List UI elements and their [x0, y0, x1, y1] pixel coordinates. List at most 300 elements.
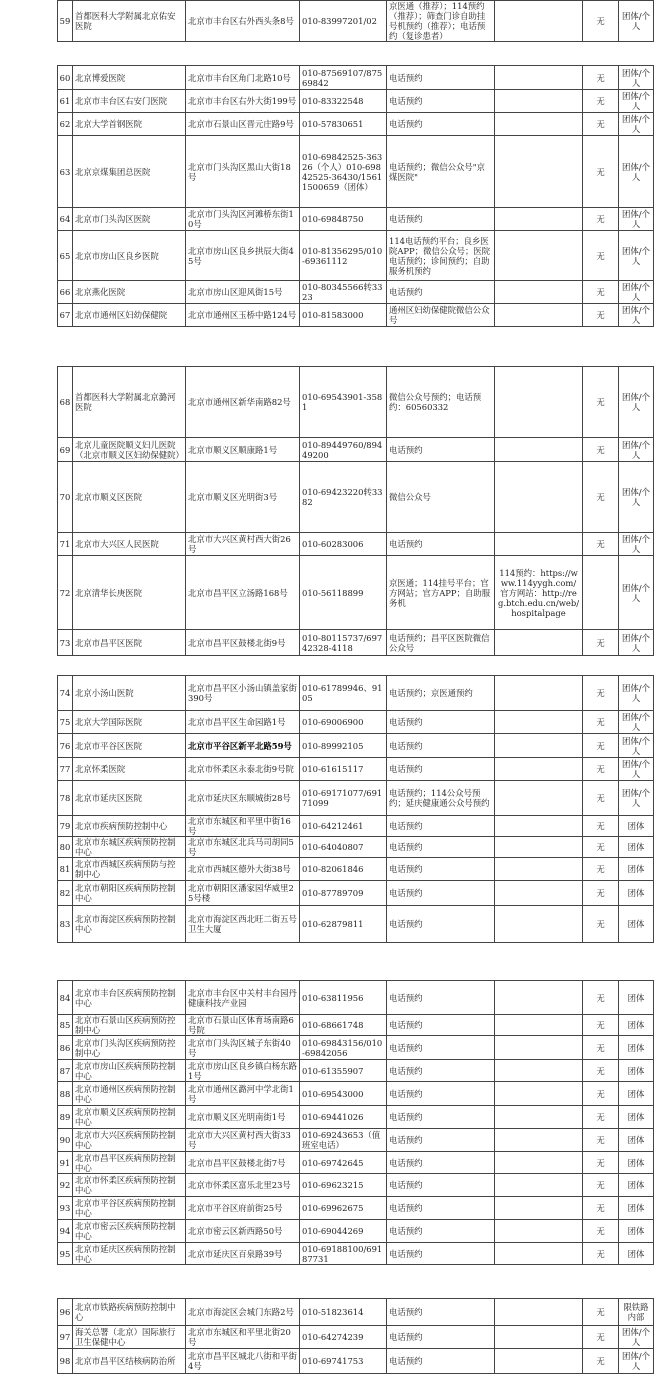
fee-cell: 无 — [583, 816, 619, 837]
table-row — [58, 1326, 654, 1349]
fee-cell: 无 — [583, 1243, 619, 1265]
institution-table — [57, 0, 654, 42]
unit-name-cell: 北京市平谷区疾病预防控制中心 — [73, 1197, 186, 1220]
fee-cell: 无 — [583, 136, 619, 208]
booking-method-cell: 电话预约 — [387, 837, 495, 858]
service-scope-cell: 团体/个人 — [619, 1349, 654, 1374]
table-row — [58, 1174, 654, 1197]
phone-cell: 010-64274239 — [300, 1326, 387, 1349]
fee-cell: 无 — [583, 1299, 619, 1326]
booking-note-cell — [495, 711, 583, 734]
address-cell: 北京市怀柔区永泰北街9号院 — [186, 758, 300, 781]
unit-name-cell: 北京市疾病预防控制中心 — [73, 816, 186, 837]
booking-note-cell — [495, 438, 583, 462]
booking-method-cell: 电话预约 — [387, 1015, 495, 1036]
phone-cell: 010-81356295/010-69361112 — [300, 231, 387, 281]
fee-cell: 无 — [583, 676, 619, 711]
unit-name-cell: 北京小汤山医院 — [73, 676, 186, 711]
unit-name-cell: 首都医科大学附属北京佑安医院 — [73, 1, 186, 42]
address-cell: 北京市西城区德外大街38号 — [186, 858, 300, 881]
table-segment — [57, 675, 650, 943]
booking-method-cell: 电话预约 — [387, 113, 495, 136]
phone-cell: 010-64040807 — [300, 837, 387, 858]
address-cell: 北京市顺义区光明南街1号 — [186, 1106, 300, 1129]
phone-cell: 010-69623215 — [300, 1174, 387, 1197]
booking-note-cell — [495, 734, 583, 758]
fee-cell: 无 — [583, 1129, 619, 1152]
service-scope-cell: 团体/个人 — [619, 304, 654, 327]
phone-cell: 010-69843156/010-69842056 — [300, 1036, 387, 1060]
table-row — [58, 1220, 654, 1243]
row-number-cell: 80 — [58, 837, 73, 858]
booking-note-cell — [495, 630, 583, 656]
fee-cell: 无 — [583, 630, 619, 656]
table-row — [58, 906, 654, 943]
row-number-cell: 72 — [58, 556, 73, 630]
phone-cell: 010-80115737/69742328-4118 — [300, 630, 387, 656]
fee-cell: 无 — [583, 711, 619, 734]
unit-name-cell: 海关总署（北京）国际旅行卫生保健中心 — [73, 1326, 186, 1349]
table-row — [58, 1129, 654, 1152]
row-number-cell: 78 — [58, 781, 73, 816]
address-cell: 北京市房山区迎风街15号 — [186, 281, 300, 304]
unit-name-cell: 北京市朝阳区疾病预防控制中心 — [73, 881, 186, 906]
service-scope-cell: 团体/个人 — [619, 66, 654, 90]
table-row — [58, 734, 654, 758]
row-number-cell: 92 — [58, 1174, 73, 1197]
booking-note-cell — [495, 1220, 583, 1243]
row-number-cell: 94 — [58, 1220, 73, 1243]
table-segment — [57, 65, 650, 327]
booking-method-cell: 电话预约 — [387, 281, 495, 304]
row-number-cell: 81 — [58, 858, 73, 881]
phone-cell: 010-51823614 — [300, 1299, 387, 1326]
booking-method-cell: 微信公众号预约；电话预约：60560332 — [387, 367, 495, 438]
fee-cell: 无 — [583, 734, 619, 758]
booking-note-cell — [495, 906, 583, 943]
booking-method-cell: 电话预约；114公众号预约；延庆健康通公众号预约 — [387, 781, 495, 816]
address-cell: 北京市石景山区体育场南路6号院 — [186, 1015, 300, 1036]
fee-cell: 无 — [583, 367, 619, 438]
row-number-cell: 68 — [58, 367, 73, 438]
unit-name-cell: 北京博爱医院 — [73, 66, 186, 90]
service-scope-cell: 团体/个人 — [619, 281, 654, 304]
booking-method-cell: 电话预约；微信公众号"京煤医院" — [387, 136, 495, 208]
fee-cell: 无 — [583, 90, 619, 113]
service-scope-cell: 团体/个人 — [619, 711, 654, 734]
row-number-cell: 86 — [58, 1036, 73, 1060]
address-cell: 北京市门头沟区城子东街40号 — [186, 1036, 300, 1060]
booking-method-cell: 电话预约 — [387, 981, 495, 1015]
service-scope-cell: 团体/个人 — [619, 1326, 654, 1349]
phone-cell: 010-69962675 — [300, 1197, 387, 1220]
booking-method-cell: 电话预约 — [387, 1349, 495, 1374]
fee-cell: 无 — [583, 231, 619, 281]
unit-name-cell: 北京燕化医院 — [73, 281, 186, 304]
address-cell: 北京市延庆区东顺城街28号 — [186, 781, 300, 816]
table-row — [58, 231, 654, 281]
fee-cell: 无 — [583, 533, 619, 556]
booking-note-cell — [495, 1326, 583, 1349]
service-scope-cell: 团体/个人 — [619, 533, 654, 556]
booking-note-cell — [495, 837, 583, 858]
booking-note-cell — [495, 1174, 583, 1197]
service-scope-cell: 团体/个人 — [619, 231, 654, 281]
phone-cell: 010-80345566转3323 — [300, 281, 387, 304]
fee-cell: 无 — [583, 906, 619, 943]
address-cell: 北京市丰台区右外西头条8号 — [186, 1, 300, 42]
table-row — [58, 816, 654, 837]
phone-cell: 010-83997201/02 — [300, 1, 387, 42]
phone-cell: 010-69243653（值班室电话） — [300, 1129, 387, 1152]
table-row — [58, 1243, 654, 1265]
booking-note-cell — [495, 1129, 583, 1152]
phone-cell: 010-69044269 — [300, 1220, 387, 1243]
booking-note-cell — [495, 1060, 583, 1082]
booking-note-cell — [495, 1152, 583, 1174]
fee-cell: 无 — [583, 1060, 619, 1082]
address-cell: 北京市东城区和平里中街16号 — [186, 816, 300, 837]
unit-name-cell: 北京市门头沟区疾病预防控制中心 — [73, 1036, 186, 1060]
address-cell: 北京市丰台区角门北路10号 — [186, 66, 300, 90]
fee-cell: 无 — [583, 1220, 619, 1243]
fee-cell: 无 — [583, 881, 619, 906]
booking-note-cell — [495, 781, 583, 816]
booking-method-cell: 电话预约 — [387, 438, 495, 462]
table-segment — [57, 366, 650, 656]
service-scope-cell: 团体 — [619, 1197, 654, 1220]
booking-note-cell — [495, 1036, 583, 1060]
unit-name-cell: 北京市丰台区右安门医院 — [73, 90, 186, 113]
phone-cell: 010-87789709 — [300, 881, 387, 906]
address-cell: 北京市大兴区黄村西大街26号 — [186, 533, 300, 556]
address-cell: 北京市昌平区小汤山镇盖家街390号 — [186, 676, 300, 711]
phone-cell: 010-69848750 — [300, 208, 387, 231]
booking-note-cell — [495, 1349, 583, 1374]
table-row — [58, 1015, 654, 1036]
booking-method-cell: 电话预约 — [387, 1243, 495, 1265]
booking-method-cell: 电话预约 — [387, 906, 495, 943]
row-number-cell: 64 — [58, 208, 73, 231]
service-scope-cell: 团体/个人 — [619, 438, 654, 462]
booking-method-cell: 电话预约 — [387, 734, 495, 758]
booking-method-cell: 电话预约 — [387, 1036, 495, 1060]
institution-table — [57, 675, 654, 943]
booking-note-cell — [495, 1299, 583, 1326]
table-row — [58, 66, 654, 90]
service-scope-cell: 团体/个人 — [619, 462, 654, 533]
fee-cell: 无 — [583, 304, 619, 327]
unit-name-cell: 北京大学首钢医院 — [73, 113, 186, 136]
fee-cell: 无 — [583, 462, 619, 533]
booking-note-cell — [495, 1015, 583, 1036]
phone-cell: 010-61789946、9105 — [300, 676, 387, 711]
service-scope-cell: 团体 — [619, 837, 654, 858]
phone-cell: 010-69006900 — [300, 711, 387, 734]
unit-name-cell: 北京市延庆区医院 — [73, 781, 186, 816]
booking-method-cell: 电话预约 — [387, 1060, 495, 1082]
booking-note-cell — [495, 208, 583, 231]
unit-name-cell: 北京怀柔医院 — [73, 758, 186, 781]
fee-cell: 无 — [583, 281, 619, 304]
address-cell: 北京市石景山区晋元庄路9号 — [186, 113, 300, 136]
row-number-cell: 89 — [58, 1106, 73, 1129]
booking-note-cell — [495, 113, 583, 136]
booking-method-cell: 电话预约 — [387, 533, 495, 556]
phone-cell: 010-63811956 — [300, 981, 387, 1015]
table-segment — [57, 1298, 650, 1374]
booking-method-cell: 电话预约 — [387, 1174, 495, 1197]
phone-cell: 010-83322548 — [300, 90, 387, 113]
table-row — [58, 676, 654, 711]
service-scope-cell: 团体 — [619, 1036, 654, 1060]
address-cell: 北京市平谷区府前街25号 — [186, 1197, 300, 1220]
booking-method-cell: 电话预约 — [387, 858, 495, 881]
unit-name-cell: 北京市昌平区医院 — [73, 630, 186, 656]
row-number-cell: 93 — [58, 1197, 73, 1220]
fee-cell: 无 — [583, 113, 619, 136]
table-row — [58, 462, 654, 533]
service-scope-cell: 团体/个人 — [619, 676, 654, 711]
phone-cell: 010-69441026 — [300, 1106, 387, 1129]
booking-note-cell — [495, 1243, 583, 1265]
row-number-cell: 71 — [58, 533, 73, 556]
address-cell: 北京市丰台区右外大街199号 — [186, 90, 300, 113]
row-number-cell: 83 — [58, 906, 73, 943]
address-cell: 北京市丰台区中关村丰台园丹健康科技产业园 — [186, 981, 300, 1015]
address-cell: 北京市顺义区光明街3号 — [186, 462, 300, 533]
table-row — [58, 1197, 654, 1220]
fee-cell: 无 — [583, 1349, 619, 1374]
unit-name-cell: 北京京煤集团总医院 — [73, 136, 186, 208]
row-number-cell: 67 — [58, 304, 73, 327]
service-scope-cell: 团体/个人 — [619, 781, 654, 816]
fee-cell — [583, 556, 619, 630]
service-scope-cell: 团体 — [619, 1082, 654, 1106]
table-row — [58, 90, 654, 113]
unit-name-cell: 北京市大兴区人民医院 — [73, 533, 186, 556]
phone-cell: 010-64212461 — [300, 816, 387, 837]
service-scope-cell: 团体 — [619, 881, 654, 906]
booking-note-cell — [495, 90, 583, 113]
phone-cell: 010-69741753 — [300, 1349, 387, 1374]
address-cell: 北京市昌平区立汤路168号 — [186, 556, 300, 630]
fee-cell: 无 — [583, 1015, 619, 1036]
unit-name-cell: 北京市昌平区疾病预防控制中心 — [73, 1152, 186, 1174]
row-number-cell: 90 — [58, 1129, 73, 1152]
row-number-cell: 82 — [58, 881, 73, 906]
booking-method-cell: 电话预约 — [387, 816, 495, 837]
service-scope-cell: 团体/个人 — [619, 136, 654, 208]
booking-note-cell — [495, 304, 583, 327]
service-scope-cell: 团体 — [619, 906, 654, 943]
phone-cell: 010-89449760/89449200 — [300, 438, 387, 462]
booking-method-cell: 电话预约 — [387, 1326, 495, 1349]
unit-name-cell: 北京市石景山区疾病预防控制中心 — [73, 1015, 186, 1036]
phone-cell: 010-60283006 — [300, 533, 387, 556]
booking-note-cell — [495, 367, 583, 438]
address-cell: 北京市昌平区鼓楼北街9号 — [186, 630, 300, 656]
service-scope-cell: 团体 — [619, 816, 654, 837]
row-number-cell: 59 — [58, 1, 73, 42]
fee-cell: 无 — [583, 837, 619, 858]
unit-name-cell: 北京市丰台区疾病预防控制中心 — [73, 981, 186, 1015]
table-row — [58, 781, 654, 816]
table-row — [58, 1349, 654, 1374]
phone-cell: 010-69171077/69171099 — [300, 781, 387, 816]
booking-note-cell — [495, 281, 583, 304]
booking-method-cell: 电话预约 — [387, 90, 495, 113]
row-number-cell: 74 — [58, 676, 73, 711]
service-scope-cell: 团体/个人 — [619, 367, 654, 438]
fee-cell: 无 — [583, 981, 619, 1015]
table-segment — [57, 980, 645, 1265]
row-number-cell: 60 — [58, 66, 73, 90]
address-cell: 北京市昌平区鼓楼北街7号 — [186, 1152, 300, 1174]
row-number-cell: 66 — [58, 281, 73, 304]
service-scope-cell: 团体/个人 — [619, 734, 654, 758]
row-number-cell: 63 — [58, 136, 73, 208]
service-scope-cell: 团体 — [619, 1129, 654, 1152]
unit-name-cell: 北京市通州区疾病预防控制中心 — [73, 1082, 186, 1106]
booking-note-cell — [495, 1, 583, 42]
booking-note-cell — [495, 66, 583, 90]
institution-table — [57, 1298, 654, 1374]
fee-cell: 无 — [583, 438, 619, 462]
table-row — [58, 1106, 654, 1129]
address-cell: 北京市朝阳区潘家园华威里25号楼 — [186, 881, 300, 906]
booking-method-cell: 电话预约；昌平区医院微信公众号 — [387, 630, 495, 656]
table-row — [58, 1036, 654, 1060]
booking-method-cell: 京医通（推荐）；114预约（推荐）；筛查门诊自助挂号机预约（推荐）；电话预约（复诊患者） — [387, 1, 495, 42]
table-row — [58, 1, 654, 42]
row-number-cell: 65 — [58, 231, 73, 281]
unit-name-cell: 北京大学国际医院 — [73, 711, 186, 734]
service-scope-cell: 团体 — [619, 1220, 654, 1243]
service-scope-cell: 团体 — [619, 981, 654, 1015]
unit-name-cell: 北京市怀柔区疾病预防控制中心 — [73, 1174, 186, 1197]
address-cell: 北京市延庆区百泉路39号 — [186, 1243, 300, 1265]
table-row — [58, 630, 654, 656]
unit-name-cell: 北京市昌平区结核病防治所 — [73, 1349, 186, 1374]
service-scope-cell: 团体/个人 — [619, 758, 654, 781]
address-cell: 北京市门头沟区河滩桥东街10号 — [186, 208, 300, 231]
phone-cell: 010-69188100/69187731 — [300, 1243, 387, 1265]
booking-note-cell — [495, 881, 583, 906]
phone-cell: 010-68661748 — [300, 1015, 387, 1036]
phone-cell: 010-61355907 — [300, 1060, 387, 1082]
service-scope-cell: 团体 — [619, 1174, 654, 1197]
row-number-cell: 96 — [58, 1299, 73, 1326]
row-number-cell: 88 — [58, 1082, 73, 1106]
fee-cell: 无 — [583, 1036, 619, 1060]
row-number-cell: 70 — [58, 462, 73, 533]
service-scope-cell: 团体 — [619, 1015, 654, 1036]
booking-note-cell — [495, 136, 583, 208]
fee-cell: 无 — [583, 208, 619, 231]
address-cell: 北京市怀柔区富乐北里23号 — [186, 1174, 300, 1197]
row-number-cell: 87 — [58, 1060, 73, 1082]
unit-name-cell: 北京市大兴区疾病预防控制中心 — [73, 1129, 186, 1152]
service-scope-cell: 团体 — [619, 1152, 654, 1174]
fee-cell: 无 — [583, 858, 619, 881]
fee-cell: 无 — [583, 1174, 619, 1197]
phone-cell: 010-56118899 — [300, 556, 387, 630]
phone-cell: 010-69842525-36326（个人）010-69842525-36430/15611500659（团体） — [300, 136, 387, 208]
row-number-cell: 79 — [58, 816, 73, 837]
institution-table — [57, 980, 654, 1265]
unit-name-cell: 北京市海淀区疾病预防控制中心 — [73, 906, 186, 943]
service-scope-cell: 团体 — [619, 1060, 654, 1082]
booking-method-cell: 电话预约 — [387, 1082, 495, 1106]
service-scope-cell: 团体 — [619, 858, 654, 881]
service-scope-cell: 团体/个人 — [619, 208, 654, 231]
booking-method-cell: 电话预约 — [387, 1299, 495, 1326]
service-scope-cell: 限铁路内部 — [619, 1299, 654, 1326]
booking-method-cell: 电话预约 — [387, 881, 495, 906]
address-cell: 北京市海淀区会城门东路2号 — [186, 1299, 300, 1326]
unit-name-cell: 北京儿童医院顺义妇儿医院（北京市顺义区妇幼保健院） — [73, 438, 186, 462]
address-cell: 北京市顺义区顺康路1号 — [186, 438, 300, 462]
table-row — [58, 438, 654, 462]
fee-cell: 无 — [583, 1197, 619, 1220]
row-number-cell: 62 — [58, 113, 73, 136]
address-cell: 北京市东城区北兵马司胡同5号 — [186, 837, 300, 858]
address-cell: 北京市密云区新西路50号 — [186, 1220, 300, 1243]
row-number-cell: 84 — [58, 981, 73, 1015]
phone-cell: 010-69543901-3581 — [300, 367, 387, 438]
table-row — [58, 758, 654, 781]
service-scope-cell: 团体/个人 — [619, 90, 654, 113]
fee-cell: 无 — [583, 1152, 619, 1174]
service-scope-cell: 团体 — [619, 1106, 654, 1129]
table-row — [58, 556, 654, 630]
address-cell: 北京市大兴区黄村西大街33号 — [186, 1129, 300, 1152]
unit-name-cell: 北京市房山区良乡医院 — [73, 231, 186, 281]
fee-cell: 无 — [583, 1082, 619, 1106]
fee-cell: 无 — [583, 1106, 619, 1129]
booking-method-cell: 电话预约 — [387, 711, 495, 734]
address-cell: 北京市通州区新华南路82号 — [186, 367, 300, 438]
fee-cell: 无 — [583, 66, 619, 90]
institution-table — [57, 65, 654, 327]
service-scope-cell: 团体/个人 — [619, 1, 654, 42]
table-row — [58, 711, 654, 734]
booking-note-cell — [495, 981, 583, 1015]
service-scope-cell: 团体/个人 — [619, 630, 654, 656]
unit-name-cell: 北京市西城区疾病预防与控制中心 — [73, 858, 186, 881]
unit-name-cell: 首都医科大学附属北京潞河医院 — [73, 367, 186, 438]
booking-note-cell — [495, 231, 583, 281]
table-row — [58, 208, 654, 231]
row-number-cell: 75 — [58, 711, 73, 734]
address-cell: 北京市海淀区西北旺二街五号卫生大厦 — [186, 906, 300, 943]
fee-cell: 无 — [583, 1326, 619, 1349]
row-number-cell: 76 — [58, 734, 73, 758]
phone-cell: 010-61615117 — [300, 758, 387, 781]
phone-cell: 010-89992105 — [300, 734, 387, 758]
phone-cell: 010-69543000 — [300, 1082, 387, 1106]
row-number-cell: 73 — [58, 630, 73, 656]
phone-cell: 010-87569107/87569842 — [300, 66, 387, 90]
row-number-cell: 85 — [58, 1015, 73, 1036]
booking-note-cell — [495, 1197, 583, 1220]
unit-name-cell: 北京市平谷区医院 — [73, 734, 186, 758]
service-scope-cell: 团体/个人 — [619, 556, 654, 630]
address-cell: 北京市房山区良乡镇白杨东路1号 — [186, 1060, 300, 1082]
row-number-cell: 98 — [58, 1349, 73, 1374]
row-number-cell: 69 — [58, 438, 73, 462]
